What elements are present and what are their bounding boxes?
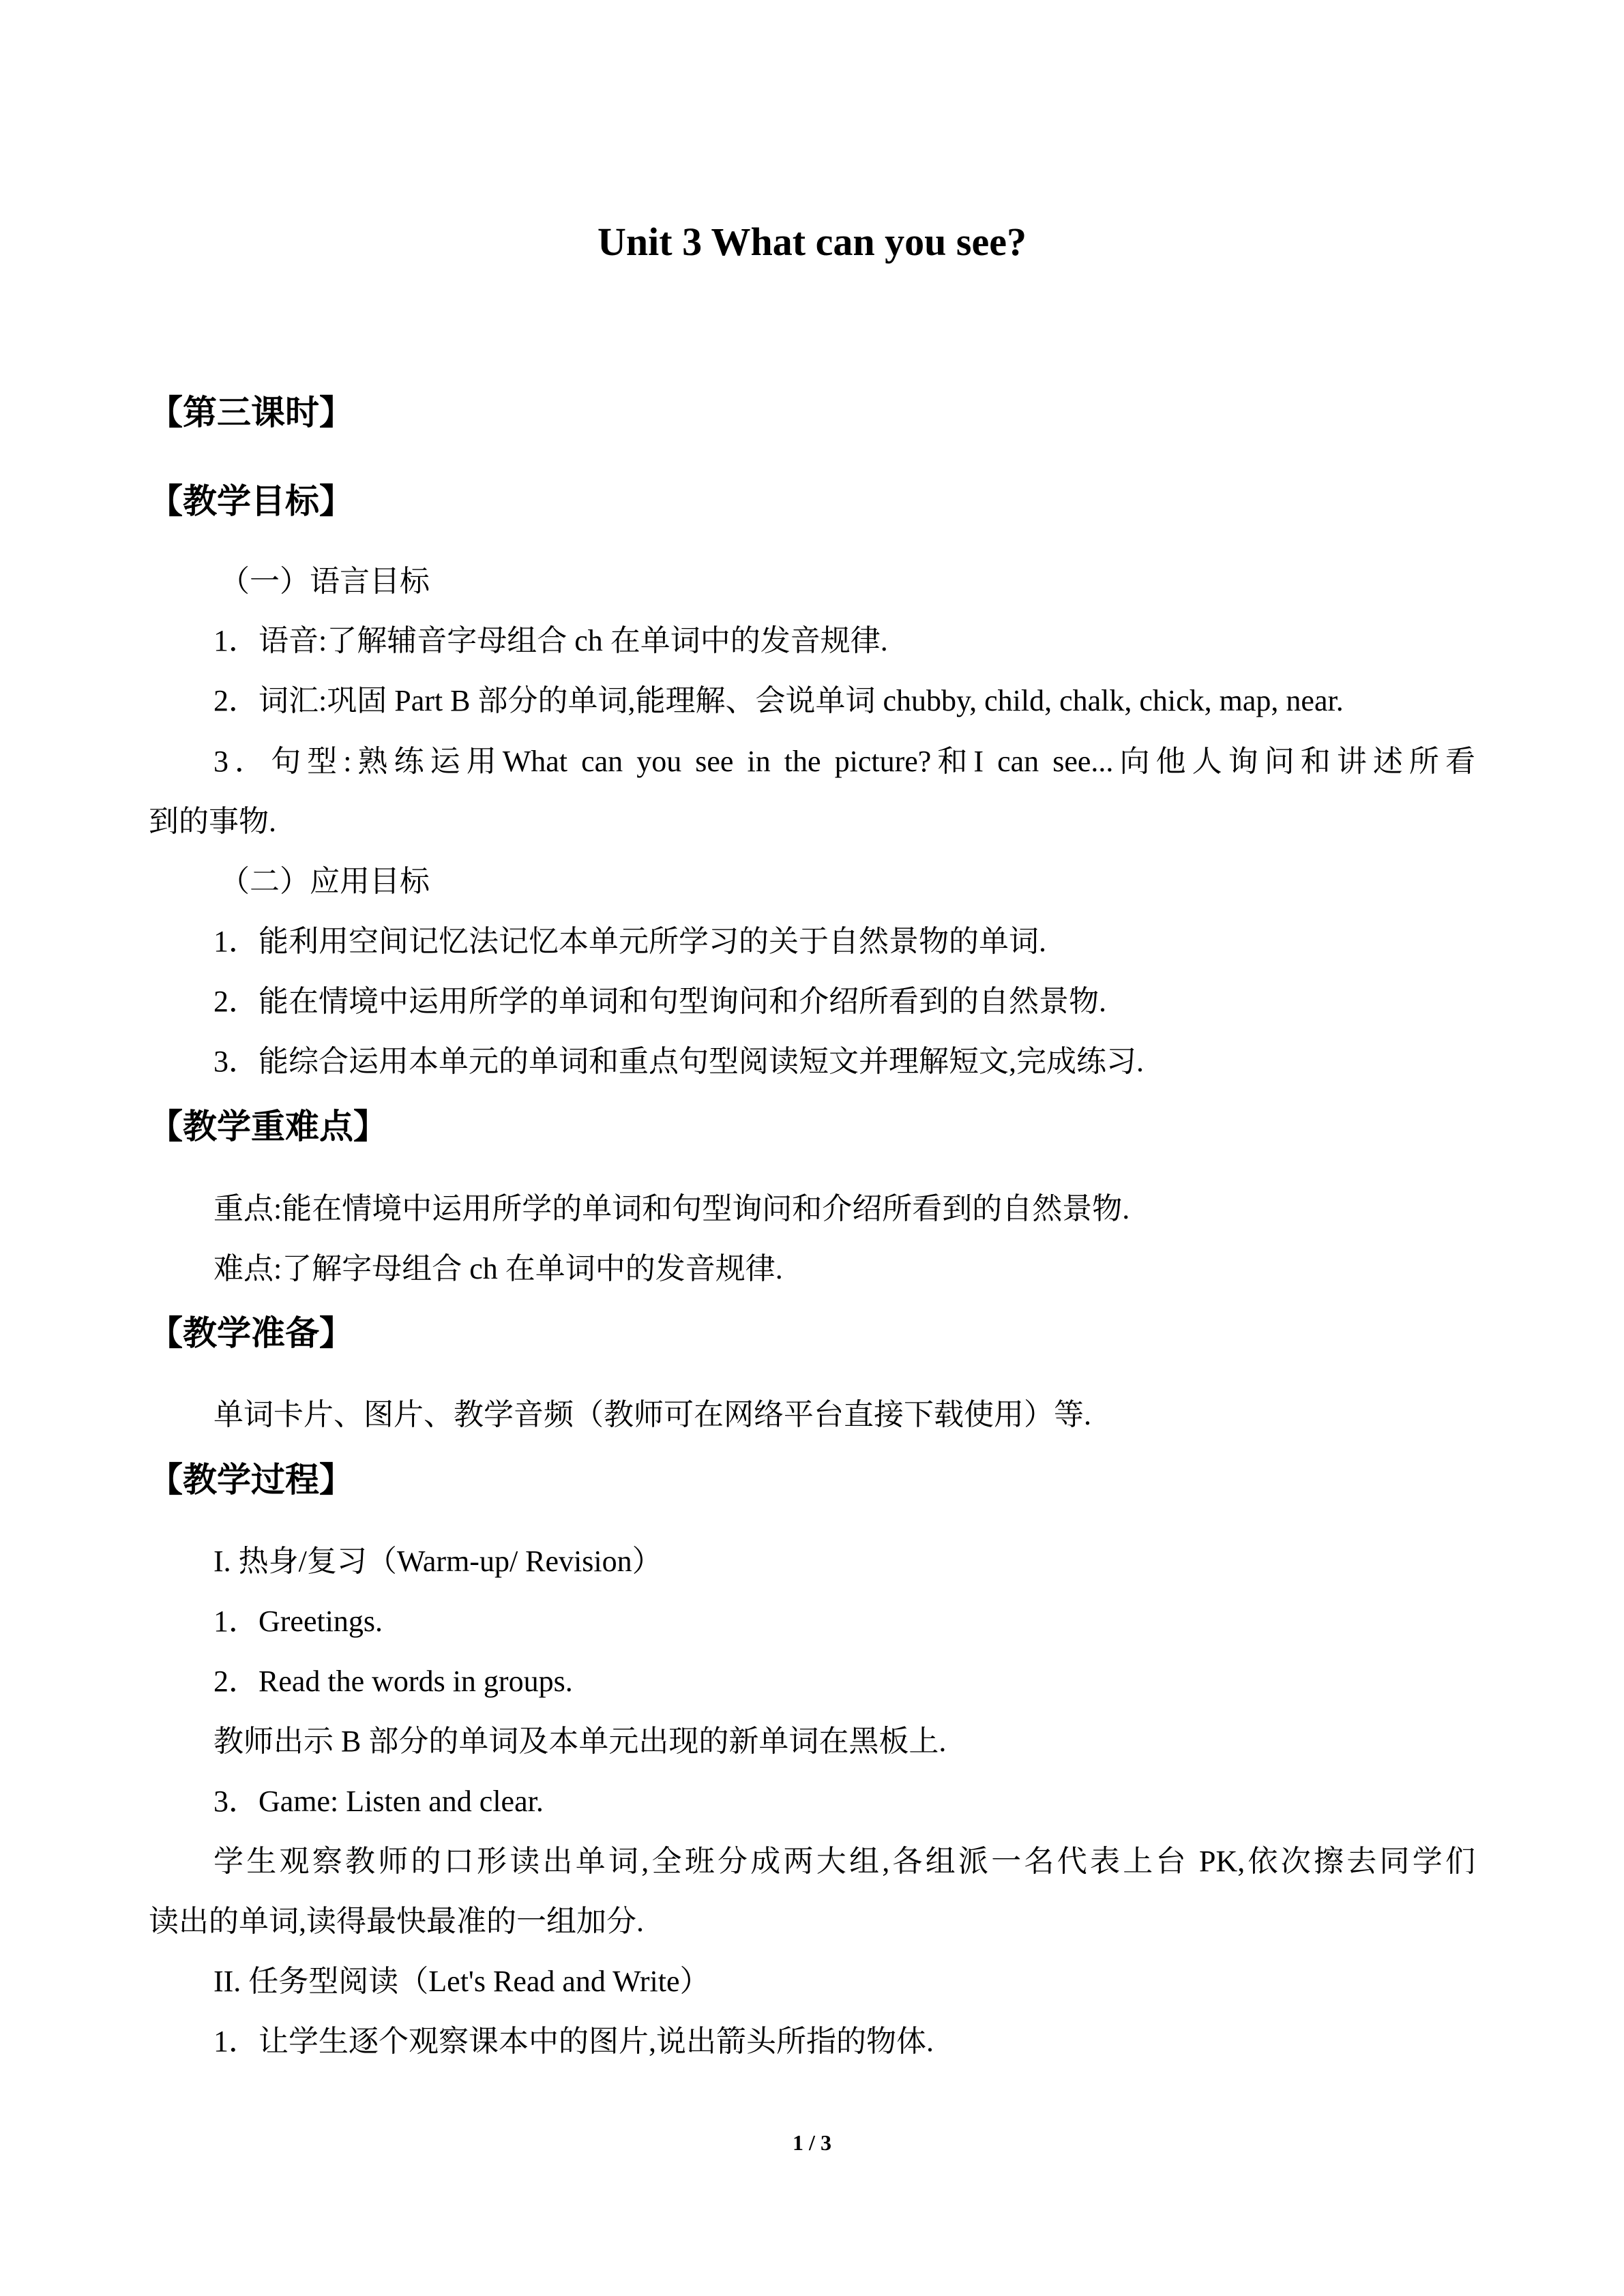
application-objective-item: 1．能利用空间记忆法记忆本单元所学习的关于自然景物的单词. <box>213 925 1046 958</box>
process-item-note: 教师出示 B 部分的单词及本单元出现的新单词在黑板上. <box>213 1725 947 1758</box>
language-objective-item: 3．句型:熟练运用What can you see in the picture?和I can see...向他人询问和讲述所看 <box>213 745 1475 778</box>
section-process-heading: 【教学过程】 <box>149 1460 353 1500</box>
key-point-difficulty: 难点:了解字母组合 ch 在单词中的发音规律. <box>213 1252 783 1285</box>
language-objective-item: 2．词汇:巩固 Part B 部分的单词,能理解、会说单词 chubby, child, chalk, chick, map, near. <box>213 684 1344 717</box>
application-objectives-heading: （二）应用目标 <box>220 865 430 898</box>
language-objective-item: 1．语音:了解辅音字母组合 ch 在单词中的发音规律. <box>213 624 888 657</box>
section-preparation-heading: 【教学准备】 <box>149 1313 353 1353</box>
process-item: 3．Game: Listen and clear. <box>213 1785 544 1818</box>
process-part2-heading: II. 任务型阅读（Let's Read and Write） <box>213 1965 710 1998</box>
key-point-focus: 重点:能在情境中运用所学的单词和句型询问和介绍所看到的自然景物. <box>213 1192 1130 1225</box>
section-period-heading: 【第三课时】 <box>149 393 353 432</box>
section-objectives-heading: 【教学目标】 <box>149 481 353 521</box>
process-item: 2．Read the words in groups. <box>213 1665 573 1698</box>
preparation-text: 单词卡片、图片、教学音频（教师可在网络平台直接下载使用）等. <box>213 1398 1091 1431</box>
application-objective-item: 2．能在情境中运用所学的单词和句型询问和介绍所看到的自然景物. <box>213 985 1106 1018</box>
process-item: 1．Greetings. <box>213 1605 383 1638</box>
page-number: 1 / 3 <box>793 2130 831 2155</box>
process-part1-heading: I. 热身/复习（Warm-up/ Revision） <box>213 1545 662 1578</box>
document-title: Unit 3 What can you see? <box>597 220 1027 264</box>
application-objective-item: 3．能综合运用本单元的单词和重点句型阅读短文并理解短文,完成练习. <box>213 1045 1144 1078</box>
section-key-points-heading: 【教学重难点】 <box>149 1107 387 1146</box>
process-item-note-continued: 读出的单词,读得最快最准的一组加分. <box>149 1905 644 1938</box>
language-objectives-heading: （一）语言目标 <box>220 565 430 598</box>
process-item-note: 学生观察教师的口形读出单词,全班分成两大组,各组派一名代表上台 PK,依次擦去同学们 <box>213 1845 1475 1878</box>
process-item: 1．让学生逐个观察课本中的图片,说出箭头所指的物体. <box>213 2025 934 2058</box>
language-objective-item-continued: 到的事物. <box>149 805 276 838</box>
